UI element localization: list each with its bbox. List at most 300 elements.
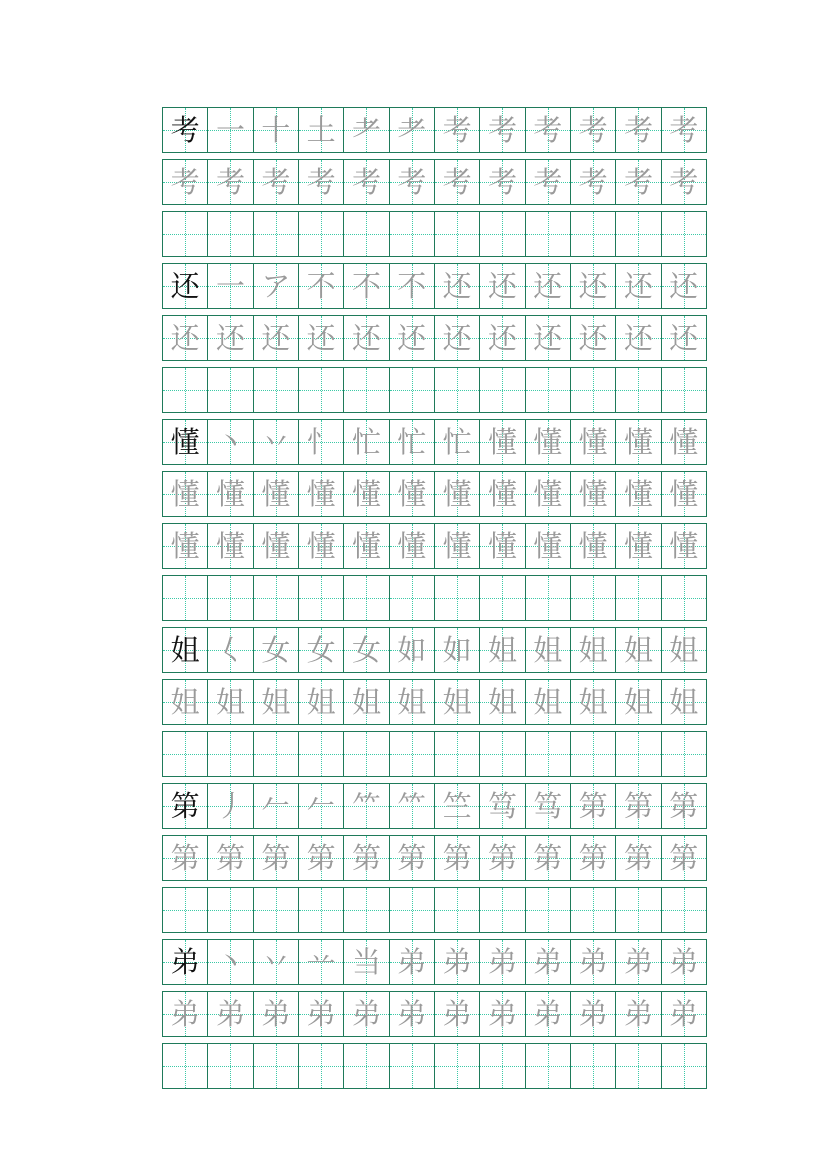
writing-cell <box>299 628 344 672</box>
trace-character: 姐 <box>533 632 563 667</box>
writing-cell <box>390 420 435 464</box>
writing-cell <box>254 420 299 464</box>
practice-row <box>162 159 707 205</box>
writing-cell <box>208 316 253 360</box>
writing-cell <box>163 108 208 152</box>
trace-character: 第 <box>669 788 699 823</box>
writing-cell <box>344 784 389 828</box>
writing-cell <box>254 316 299 360</box>
writing-cell <box>571 108 616 152</box>
writing-cell <box>299 472 344 516</box>
writing-cell <box>616 264 661 308</box>
blank-writing-cell <box>435 1044 480 1088</box>
blank-writing-cell <box>344 368 389 412</box>
trace-character: 女 <box>261 632 291 667</box>
writing-cell <box>571 836 616 880</box>
trace-character: 不 <box>397 268 427 303</box>
blank-writing-cell <box>662 1044 706 1088</box>
writing-cell <box>208 784 253 828</box>
trace-character: 弟 <box>487 996 517 1031</box>
blank-writing-cell <box>208 576 253 620</box>
writing-cell <box>299 836 344 880</box>
trace-character: 不 <box>351 268 381 303</box>
writing-cell <box>299 420 344 464</box>
blank-writing-cell <box>435 888 480 932</box>
writing-cell <box>662 316 706 360</box>
blank-writing-cell <box>616 1044 661 1088</box>
writing-cell <box>344 160 389 204</box>
writing-cell <box>616 524 661 568</box>
trace-character: 还 <box>533 268 563 303</box>
writing-cell <box>344 836 389 880</box>
writing-cell <box>254 992 299 1036</box>
writing-cell <box>435 472 480 516</box>
trace-character: 第 <box>306 840 336 875</box>
writing-cell <box>299 316 344 360</box>
writing-cell <box>390 160 435 204</box>
blank-writing-cell <box>390 1044 435 1088</box>
practice-row <box>162 679 707 725</box>
trace-character: 考 <box>533 112 563 147</box>
writing-cell <box>526 264 571 308</box>
trace-character: 弟 <box>170 996 200 1031</box>
trace-character: 懂 <box>306 528 336 563</box>
trace-character: ⺮ <box>397 788 427 823</box>
blank-writing-cell <box>480 576 525 620</box>
trace-character: 第 <box>170 840 200 875</box>
trace-character: 考 <box>669 164 699 199</box>
writing-cell <box>526 992 571 1036</box>
trace-character: 考 <box>533 164 563 199</box>
writing-cell <box>163 420 208 464</box>
blank-writing-cell <box>299 888 344 932</box>
trace-character: 土 <box>306 112 336 147</box>
trace-character: 忙 <box>397 424 427 459</box>
writing-cell <box>208 940 253 984</box>
trace-character: 姐 <box>351 684 381 719</box>
blank-writing-cell <box>299 1044 344 1088</box>
blank-writing-cell <box>299 732 344 776</box>
trace-character: 如 <box>442 632 472 667</box>
writing-cell <box>662 264 706 308</box>
model-character: 考 <box>170 112 200 147</box>
writing-cell <box>435 940 480 984</box>
trace-character: 懂 <box>351 528 381 563</box>
writing-cell <box>616 784 661 828</box>
writing-cell <box>163 160 208 204</box>
blank-writing-cell <box>163 368 208 412</box>
trace-character: 笃 <box>487 788 517 823</box>
blank-writing-cell <box>571 732 616 776</box>
trace-character: 弟 <box>533 944 563 979</box>
trace-character: 当 <box>351 944 381 979</box>
writing-cell <box>480 940 525 984</box>
writing-cell <box>616 316 661 360</box>
blank-writing-cell <box>344 732 389 776</box>
trace-character: 一 <box>215 112 245 147</box>
trace-character: ⺮ <box>351 788 381 823</box>
blank-writing-cell <box>480 732 525 776</box>
trace-character: 弟 <box>533 996 563 1031</box>
trace-character: 第 <box>215 840 245 875</box>
writing-cell <box>616 160 661 204</box>
blank-writing-cell <box>208 732 253 776</box>
blank-writing-cell <box>254 888 299 932</box>
writing-cell <box>208 680 253 724</box>
writing-cell <box>526 108 571 152</box>
writing-cell <box>299 784 344 828</box>
trace-character: 忙 <box>442 424 472 459</box>
writing-cell <box>526 472 571 516</box>
blank-writing-cell <box>299 212 344 256</box>
practice-row <box>162 107 707 153</box>
writing-cell <box>299 264 344 308</box>
writing-cell <box>480 628 525 672</box>
writing-cell <box>662 628 706 672</box>
trace-character: 姐 <box>170 684 200 719</box>
writing-cell <box>662 524 706 568</box>
blank-writing-cell <box>616 368 661 412</box>
trace-character: 懂 <box>669 476 699 511</box>
practice-row <box>162 471 707 517</box>
practice-row <box>162 315 707 361</box>
blank-writing-cell <box>208 888 253 932</box>
blank-writing-cell <box>344 576 389 620</box>
blank-writing-cell <box>662 732 706 776</box>
writing-cell <box>254 108 299 152</box>
writing-cell <box>662 940 706 984</box>
writing-cell <box>616 472 661 516</box>
trace-character: ア <box>261 268 291 303</box>
writing-cell <box>662 836 706 880</box>
writing-cell <box>480 836 525 880</box>
blank-writing-cell <box>163 732 208 776</box>
writing-cell <box>390 628 435 672</box>
trace-character: 弟 <box>215 996 245 1031</box>
writing-cell <box>208 836 253 880</box>
blank-writing-cell <box>571 1044 616 1088</box>
writing-cell <box>662 784 706 828</box>
trace-character: 姐 <box>215 684 245 719</box>
trace-character: 考 <box>261 164 291 199</box>
writing-cell <box>526 680 571 724</box>
trace-character: 第 <box>261 840 291 875</box>
trace-character: 丶 <box>215 424 245 459</box>
writing-cell <box>390 472 435 516</box>
writing-cell <box>208 160 253 204</box>
trace-character: 姐 <box>623 632 653 667</box>
trace-character: 懂 <box>306 476 336 511</box>
practice-row <box>162 991 707 1037</box>
writing-cell <box>390 264 435 308</box>
trace-character: 弟 <box>669 996 699 1031</box>
practice-row <box>162 783 707 829</box>
writing-cell <box>163 264 208 308</box>
writing-cell <box>390 680 435 724</box>
trace-character: 考 <box>669 112 699 147</box>
blank-writing-cell <box>299 368 344 412</box>
trace-character: 弟 <box>261 996 291 1031</box>
blank-writing-cell <box>254 368 299 412</box>
writing-cell <box>254 524 299 568</box>
blank-writing-cell <box>390 576 435 620</box>
trace-character: 还 <box>487 268 517 303</box>
trace-character: 懂 <box>215 476 245 511</box>
trace-character: 懂 <box>487 476 517 511</box>
blank-writing-cell <box>435 212 480 256</box>
trace-character: 懂 <box>578 424 608 459</box>
trace-character: 考 <box>578 112 608 147</box>
writing-cell <box>571 264 616 308</box>
blank-writing-cell <box>435 368 480 412</box>
writing-cell <box>208 628 253 672</box>
trace-character: 第 <box>533 840 563 875</box>
trace-character: 姐 <box>669 684 699 719</box>
blank-writing-cell <box>571 576 616 620</box>
trace-character: 还 <box>261 320 291 355</box>
writing-cell <box>254 264 299 308</box>
blank-writing-cell <box>390 212 435 256</box>
trace-character: 还 <box>669 320 699 355</box>
practice-row <box>162 731 707 777</box>
trace-character: 还 <box>351 320 381 355</box>
writing-cell <box>435 992 480 1036</box>
writing-cell <box>390 836 435 880</box>
writing-cell <box>390 992 435 1036</box>
writing-cell <box>299 992 344 1036</box>
trace-character: 姐 <box>669 632 699 667</box>
trace-character: 弟 <box>623 996 653 1031</box>
trace-character: 耂 <box>351 112 381 147</box>
writing-cell <box>208 524 253 568</box>
trace-character: 笃 <box>533 788 563 823</box>
blank-writing-cell <box>616 576 661 620</box>
trace-character: 弟 <box>578 944 608 979</box>
trace-character: 考 <box>623 164 653 199</box>
blank-writing-cell <box>390 368 435 412</box>
practice-row <box>162 1043 707 1089</box>
trace-character: 弟 <box>397 996 427 1031</box>
writing-cell <box>571 472 616 516</box>
trace-character: 还 <box>397 320 427 355</box>
writing-cell <box>390 108 435 152</box>
trace-character: 考 <box>170 164 200 199</box>
writing-cell <box>299 160 344 204</box>
trace-character: 姐 <box>306 684 336 719</box>
writing-cell <box>435 524 480 568</box>
writing-cell <box>616 420 661 464</box>
trace-character: 还 <box>669 268 699 303</box>
practice-row <box>162 627 707 673</box>
writing-cell <box>571 784 616 828</box>
writing-cell <box>571 160 616 204</box>
trace-character: 第 <box>578 840 608 875</box>
writing-cell <box>254 472 299 516</box>
writing-cell <box>344 472 389 516</box>
blank-writing-cell <box>435 576 480 620</box>
trace-character: 懂 <box>623 424 653 459</box>
writing-cell <box>662 680 706 724</box>
writing-cell <box>344 680 389 724</box>
trace-character: 𡿨 <box>215 632 245 667</box>
trace-character: 姐 <box>442 684 472 719</box>
trace-character: 十 <box>261 112 291 147</box>
writing-cell <box>480 420 525 464</box>
writing-cell <box>480 680 525 724</box>
writing-cell <box>344 628 389 672</box>
writing-cell <box>254 628 299 672</box>
trace-character: 𠂉 <box>306 788 336 823</box>
writing-cell <box>208 264 253 308</box>
writing-cell <box>526 784 571 828</box>
trace-character: 还 <box>533 320 563 355</box>
trace-character: 丿 <box>215 788 245 823</box>
trace-character: 忄 <box>306 424 336 459</box>
blank-writing-cell <box>390 732 435 776</box>
writing-cell <box>163 524 208 568</box>
blank-writing-cell <box>662 368 706 412</box>
blank-writing-cell <box>571 368 616 412</box>
trace-character: 还 <box>578 320 608 355</box>
writing-cell <box>254 784 299 828</box>
writing-cell <box>480 472 525 516</box>
writing-cell <box>254 940 299 984</box>
writing-cell <box>344 940 389 984</box>
blank-writing-cell <box>526 1044 571 1088</box>
blank-writing-cell <box>254 576 299 620</box>
writing-cell <box>571 316 616 360</box>
blank-writing-cell <box>616 888 661 932</box>
trace-character: 懂 <box>442 476 472 511</box>
model-character: 懂 <box>170 424 200 459</box>
trace-character: 懂 <box>487 424 517 459</box>
trace-character: 懂 <box>578 476 608 511</box>
practice-row <box>162 835 707 881</box>
writing-cell <box>163 628 208 672</box>
trace-character: 懂 <box>669 424 699 459</box>
trace-character: 女 <box>306 632 336 667</box>
writing-cell <box>435 420 480 464</box>
writing-cell <box>435 316 480 360</box>
blank-writing-cell <box>390 888 435 932</box>
writing-cell <box>616 680 661 724</box>
trace-character: 懂 <box>623 528 653 563</box>
trace-character: 弟 <box>351 996 381 1031</box>
trace-character: 弟 <box>306 996 336 1031</box>
model-character: 弟 <box>170 944 200 979</box>
writing-cell <box>435 108 480 152</box>
trace-character: 懂 <box>261 476 291 511</box>
blank-writing-cell <box>480 212 525 256</box>
writing-cell <box>662 420 706 464</box>
blank-writing-cell <box>344 888 389 932</box>
blank-writing-cell <box>208 368 253 412</box>
blank-writing-cell <box>616 732 661 776</box>
writing-cell <box>390 316 435 360</box>
writing-cell <box>163 784 208 828</box>
writing-cell <box>616 940 661 984</box>
writing-cell <box>526 160 571 204</box>
writing-cell <box>344 420 389 464</box>
trace-character: 懂 <box>533 528 563 563</box>
trace-character: 第 <box>578 788 608 823</box>
blank-writing-cell <box>526 368 571 412</box>
trace-character: 考 <box>215 164 245 199</box>
trace-character: 还 <box>442 268 472 303</box>
writing-cell <box>435 784 480 828</box>
trace-character: 懂 <box>215 528 245 563</box>
practice-sheet <box>162 107 707 1095</box>
writing-cell <box>163 992 208 1036</box>
writing-cell <box>480 784 525 828</box>
trace-character: 𠂉 <box>261 788 291 823</box>
trace-character: 还 <box>578 268 608 303</box>
trace-character: 懂 <box>170 528 200 563</box>
writing-cell <box>390 940 435 984</box>
writing-cell <box>299 680 344 724</box>
trace-character: 考 <box>397 164 427 199</box>
trace-character: 懂 <box>261 528 291 563</box>
writing-cell <box>344 992 389 1036</box>
blank-writing-cell <box>254 1044 299 1088</box>
model-character: 还 <box>170 268 200 303</box>
trace-character: 姐 <box>261 684 291 719</box>
writing-cell <box>254 836 299 880</box>
blank-writing-cell <box>616 212 661 256</box>
writing-cell <box>480 160 525 204</box>
writing-cell <box>299 108 344 152</box>
trace-character: 还 <box>442 320 472 355</box>
trace-character: 还 <box>170 320 200 355</box>
writing-cell <box>571 680 616 724</box>
writing-cell <box>526 940 571 984</box>
trace-character: 姐 <box>623 684 653 719</box>
trace-character: 弟 <box>669 944 699 979</box>
blank-writing-cell <box>480 888 525 932</box>
writing-cell <box>480 264 525 308</box>
practice-row <box>162 523 707 569</box>
writing-cell <box>208 472 253 516</box>
trace-character: 考 <box>487 112 517 147</box>
trace-character: 弟 <box>623 944 653 979</box>
blank-writing-cell <box>163 1044 208 1088</box>
trace-character: 丷 <box>261 944 291 979</box>
trace-character: 女 <box>351 632 381 667</box>
trace-character: 姐 <box>487 684 517 719</box>
writing-cell <box>435 628 480 672</box>
blank-writing-cell <box>344 1044 389 1088</box>
practice-row <box>162 367 707 413</box>
blank-writing-cell <box>662 576 706 620</box>
writing-cell <box>571 628 616 672</box>
trace-character: 如 <box>397 632 427 667</box>
writing-cell <box>435 160 480 204</box>
trace-character: 耂 <box>397 112 427 147</box>
trace-character: 懂 <box>397 528 427 563</box>
trace-character: 第 <box>442 840 472 875</box>
writing-cell <box>299 940 344 984</box>
trace-character: 弟 <box>442 944 472 979</box>
practice-row <box>162 211 707 257</box>
writing-cell <box>254 160 299 204</box>
writing-cell <box>435 836 480 880</box>
blank-writing-cell <box>163 888 208 932</box>
blank-writing-cell <box>526 888 571 932</box>
writing-cell <box>571 940 616 984</box>
trace-character: 还 <box>623 268 653 303</box>
writing-cell <box>344 316 389 360</box>
practice-row <box>162 419 707 465</box>
